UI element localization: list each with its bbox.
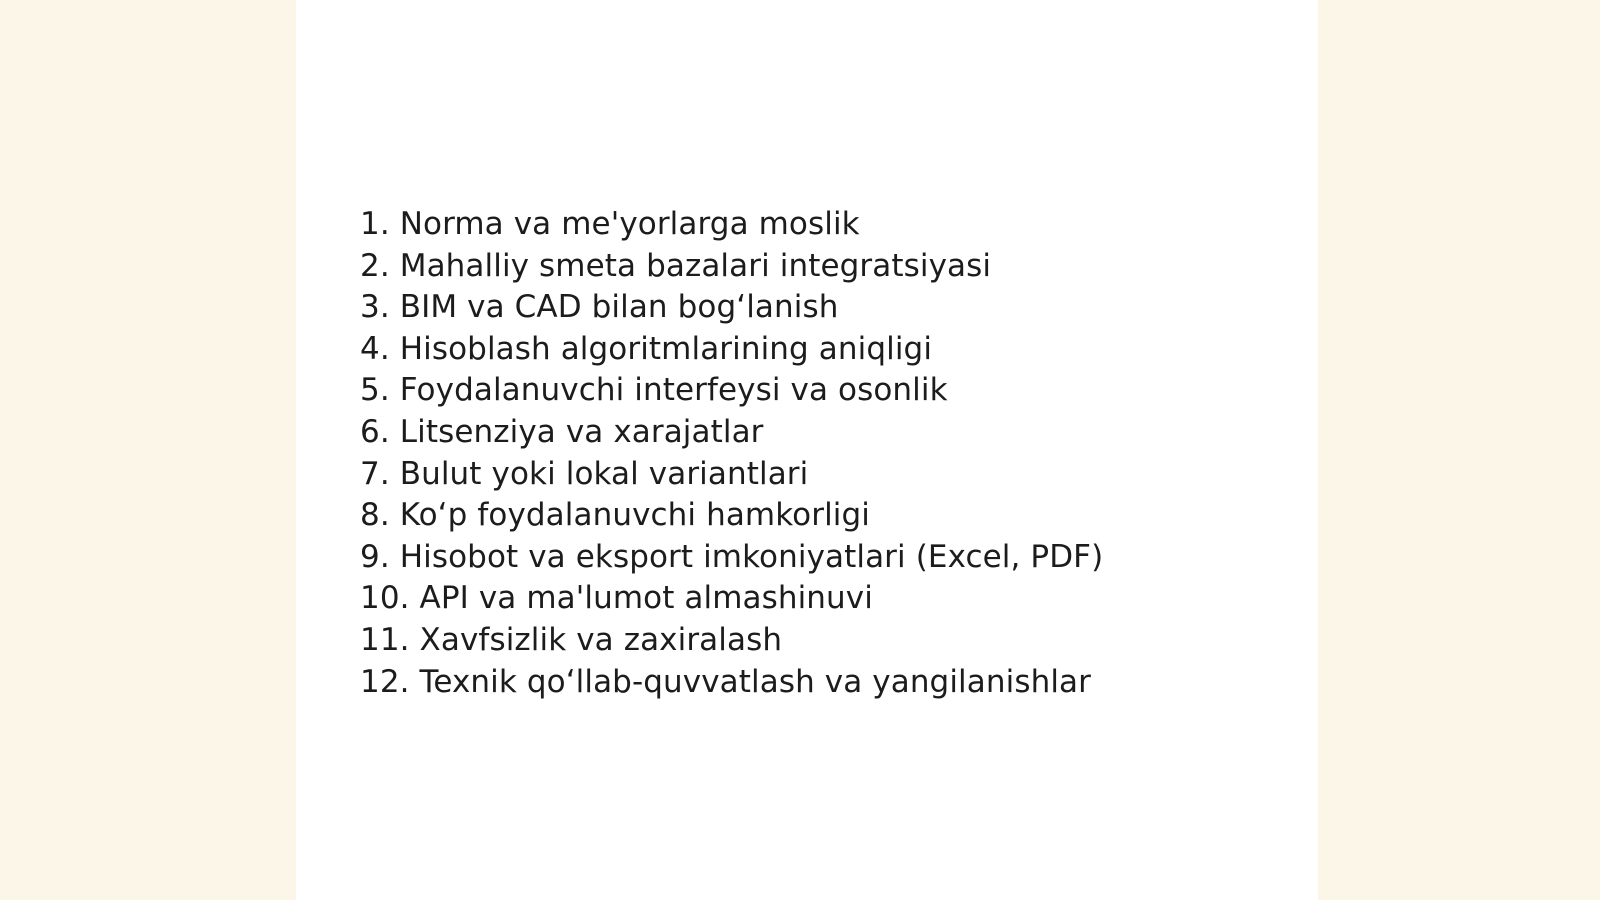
list-item: 9. Hisobot va eksport imkoniyatlari (Excel, PDF)	[360, 538, 1104, 575]
list-item: 6. Litsenziya va xarajatlar	[360, 413, 764, 450]
list-item: 4. Hisoblash algoritmlarining aniqligi	[360, 330, 933, 367]
list-item: 1. Norma va me'yorlarga moslik	[360, 206, 860, 242]
list-item: 5. Foydalanuvchi interfeysi va osonlik	[360, 372, 948, 409]
criteria-list	[360, 204, 1103, 703]
list-item: 3. BIM va CAD bilan bog‘lanish	[360, 289, 839, 326]
list-item: 10. API va ma'lumot almashinuvi	[360, 580, 873, 617]
list-item: 7. Bulut yoki lokal variantlari	[360, 455, 809, 492]
list-item: 2. Mahalliy smeta bazalari integratsiyasi	[360, 247, 992, 284]
list-item: 8. Ko‘p foydalanuvchi hamkorligi	[360, 497, 870, 534]
document-page	[296, 0, 1318, 900]
list-item: 12. Texnik qo‘llab-quvvatlash va yangilanishlar	[360, 663, 1091, 700]
list-item: 11. Xavfsizlik va zaxiralash	[360, 621, 783, 658]
